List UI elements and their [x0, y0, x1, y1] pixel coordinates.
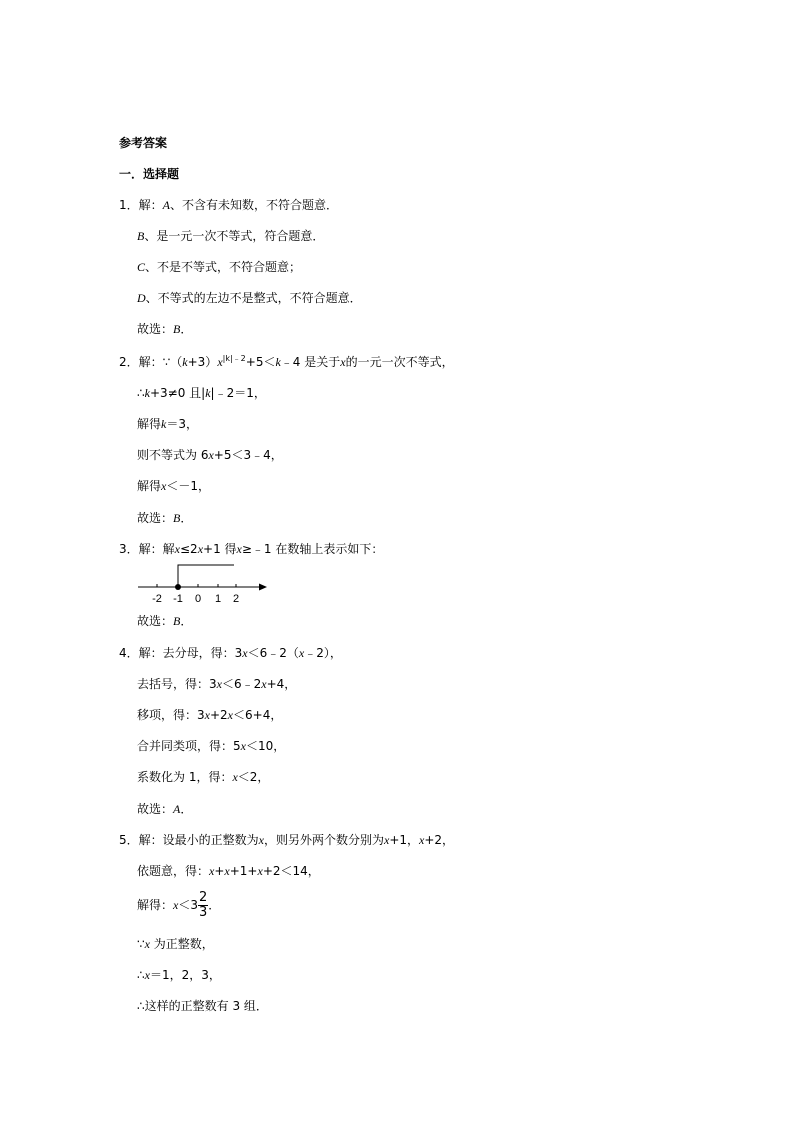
q2-line-4: 则不等式为 6x+5＜3﹣4， [137, 448, 283, 462]
section-heading: 一．选择题 [119, 167, 180, 181]
q5-line-3: 解得：x＜3 $\frac{2}{3}$ ． [137, 890, 221, 920]
q4-line-2: 去括号，得：3x＜6﹣2x+4， [137, 677, 297, 691]
q2-line-2: ∴k+3≠0 且|k|﹣2＝1， [137, 386, 266, 400]
q2-answer: 故选：B． [137, 511, 193, 525]
q5-line-1: 5．解：设最小的正整数为x，则另外两个数分别为x+1，x+2， [119, 833, 455, 847]
q5-line-2: 依题意，得：x+x+1+x+2＜14， [137, 864, 320, 878]
q1-line-3: C、不是不等式，不符合题意； [137, 260, 302, 274]
tick-label: -2 [152, 593, 162, 605]
q5-number: 5． [119, 833, 139, 847]
q1-number: 1． [119, 198, 139, 212]
q2-number: 2． [119, 355, 139, 369]
q2-line-5: 解得x＜－1， [137, 479, 210, 493]
q4-line-4: 合并同类项，得：5x＜10， [137, 739, 286, 753]
exponent: |k|﹣2 [222, 354, 246, 363]
q4-answer: 故选：A． [137, 802, 193, 816]
q3-answer: 故选：B． [137, 614, 193, 628]
tick-label: 0 [194, 593, 202, 605]
q5-line-5: ∴x＝1，2，3， [137, 968, 221, 982]
q4-line-3: 移项，得：3x+2x＜6+4， [137, 708, 283, 722]
arrow-head-icon [259, 584, 267, 591]
q4-line-5: 系数化为 1，得：x＜2， [137, 770, 270, 784]
q4-line-1: 4．解：去分母，得：3x＜6﹣2（x﹣2）， [119, 646, 342, 660]
q1-line-2: B、是一元一次不等式，符合题意． [137, 229, 325, 243]
answer-title: 参考答案 [119, 136, 168, 150]
q3-line-1: 3．解：解x≤2x+1 得x≥﹣1 在数轴上表示如下： [119, 542, 384, 556]
tick-label: -1 [173, 593, 183, 605]
q5-conclusion: ∴这样的正整数有 3 组． [137, 999, 268, 1013]
tick-label: 1 [214, 593, 222, 605]
fraction-denominator: 3 [198, 905, 208, 920]
q1-answer: 故选：B． [137, 322, 193, 336]
mixed-fraction [198, 891, 208, 920]
q2-line-1: 2．解：$\because(k+3)x^{|k|﹣2}+5<k﹣4$ 是关于x的一元一次不等式， [119, 354, 454, 369]
q1-line-4: D、不等式的左边不是整式，不符合题意． [137, 291, 362, 305]
q2-line-3: 解得k＝3， [137, 417, 198, 431]
tick-label: 2 [232, 593, 240, 605]
q3-number: 3． [119, 542, 139, 556]
solution-range-bracket [178, 565, 234, 587]
q5-line-4: ∵x 为正整数， [137, 937, 214, 951]
q1-line-1: 1．解：A、不含有未知数，不符合题意． [119, 198, 339, 212]
solid-endpoint-dot [175, 584, 181, 590]
q4-number: 4． [119, 646, 139, 660]
number-line-diagram [130, 558, 280, 606]
fraction-numerator: 2 [198, 890, 208, 905]
